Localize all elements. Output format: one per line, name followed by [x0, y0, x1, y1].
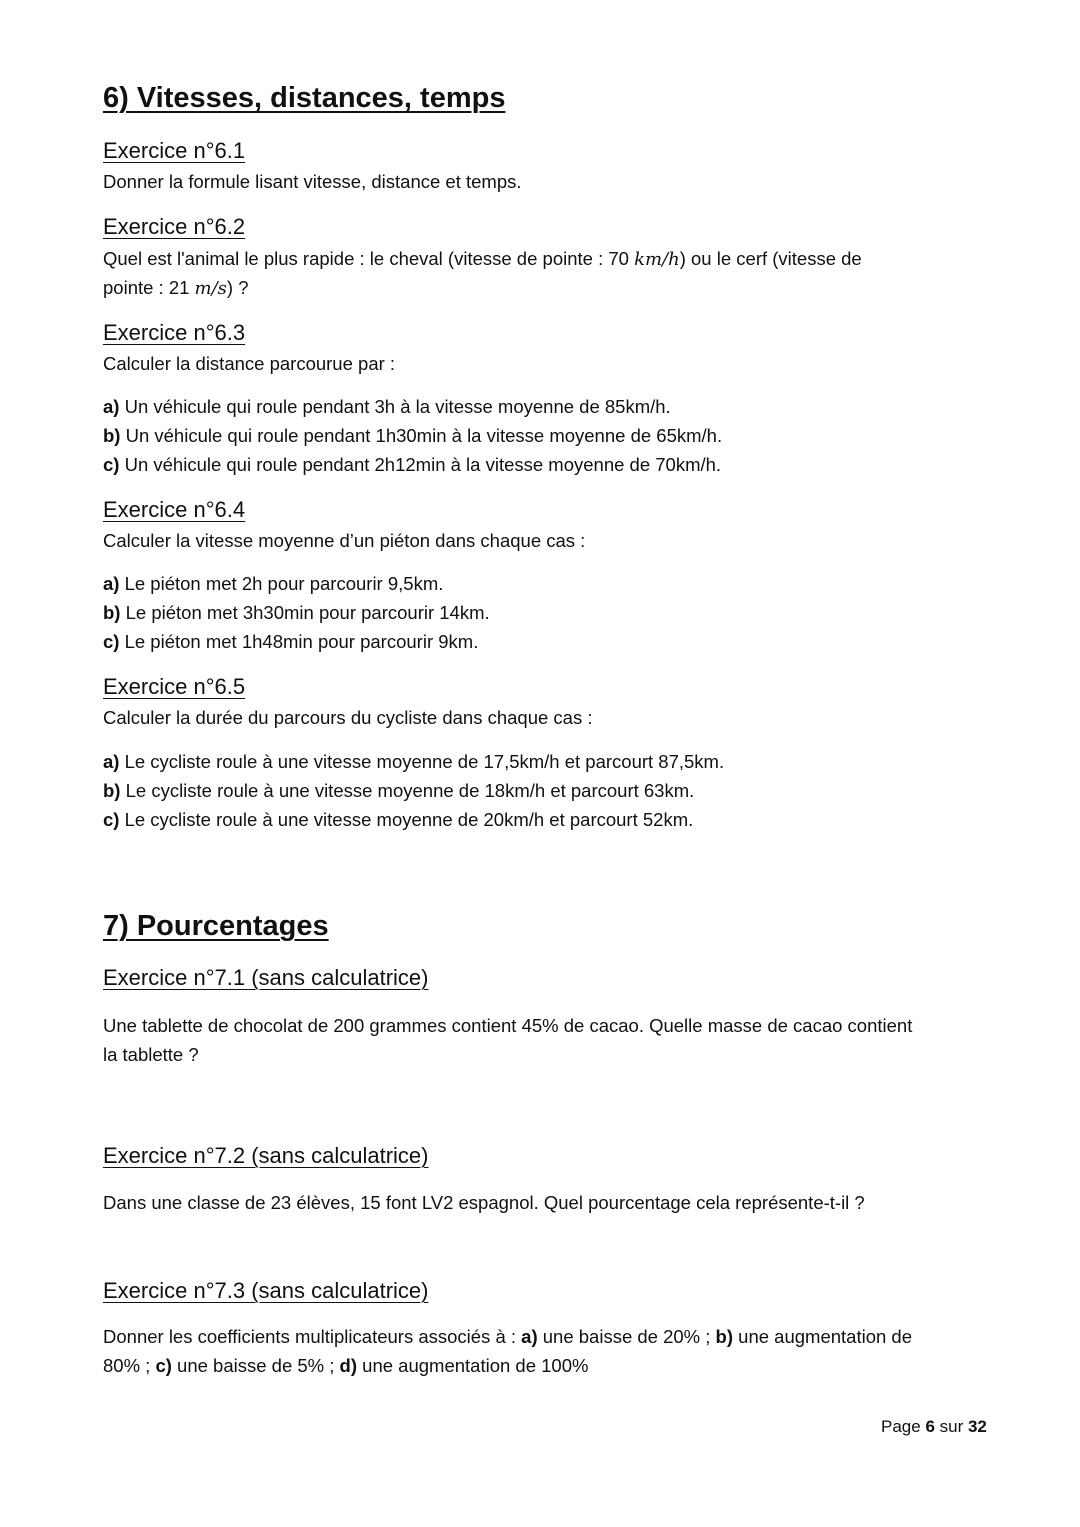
item-letter: b)	[715, 1326, 734, 1347]
text-segment: une augmentation de 100%	[357, 1355, 589, 1376]
item-letter: c)	[103, 631, 120, 652]
text-segment: ) ou le cerf (vitesse de	[679, 248, 862, 269]
text-segment: une baisse de 5% ;	[171, 1355, 340, 1376]
exercise-text-7-1-line-1: Une tablette de chocolat de 200 grammes contient 45% de cacao. Quelle masse de cacao contient	[103, 1015, 913, 1036]
list-item	[103, 805, 693, 834]
exercise-title-6-1: Exercice n°6.1	[103, 138, 246, 163]
item-letter: a)	[521, 1326, 538, 1347]
text-segment: Donner les coefficients multiplicateurs associés à :	[103, 1326, 522, 1347]
current-page: 6	[925, 1417, 935, 1436]
item-letter: a)	[103, 573, 120, 594]
text-segment: ) ?	[226, 277, 249, 298]
page-number	[881, 1417, 987, 1437]
item-letter: b)	[103, 780, 121, 801]
item-text: Le piéton met 2h pour parcourir 9,5km.	[119, 573, 444, 594]
item-text: Un véhicule qui roule pendant 3h à la vitesse moyenne de 85km/h.	[119, 396, 671, 417]
exercise-intro-6-5: Calculer la durée du parcours du cycliste dans chaque cas :	[103, 707, 593, 728]
exercise-title-6-5: Exercice n°6.5	[103, 674, 246, 699]
item-letter: d)	[339, 1355, 358, 1376]
item-letter: a)	[103, 751, 120, 772]
list-item	[103, 569, 443, 598]
item-letter: c)	[155, 1355, 172, 1376]
item-letter: a)	[103, 396, 120, 417]
section-title-6: 6) Vitesses, distances, temps	[103, 82, 506, 114]
list-item	[103, 421, 722, 450]
exercise-text-7-3-line-2	[103, 1351, 588, 1380]
unit-km-h: km/h	[634, 249, 680, 270]
item-letter: b)	[103, 602, 121, 623]
exercise-text-6-2-line-1	[103, 244, 862, 274]
exercise-text-7-2: Dans une classe de 23 élèves, 15 font LV2 espagnol. Quel pourcentage cela représente-t-il ?	[103, 1192, 865, 1213]
list-item	[103, 450, 721, 479]
item-text: Le piéton met 3h30min pour parcourir 14km.	[120, 602, 490, 623]
total-pages: 32	[967, 1417, 987, 1436]
list-item	[103, 627, 478, 656]
exercise-title-7-3: Exercice n°7.3 (sans calculatrice)	[103, 1278, 429, 1303]
exercise-title-6-4: Exercice n°6.4	[103, 497, 246, 522]
list-item	[103, 776, 694, 805]
section-title-7: 7) Pourcentages	[103, 910, 329, 942]
item-text: Le cycliste roule à une vitesse moyenne de 20km/h et parcourt 52km.	[119, 809, 694, 830]
list-item	[103, 598, 490, 627]
unit-m-s: m/s	[194, 278, 227, 299]
exercise-text-7-1-line-2: la tablette ?	[103, 1044, 199, 1065]
exercise-intro-6-4: Calculer la vitesse moyenne d’un piéton dans chaque cas :	[103, 530, 586, 551]
exercise-title-7-1: Exercice n°7.1 (sans calculatrice)	[103, 965, 429, 990]
item-text: Le piéton met 1h48min pour parcourir 9km.	[119, 631, 479, 652]
text-segment: pointe : 21	[103, 277, 195, 298]
item-text: Un véhicule qui roule pendant 2h12min à la vitesse moyenne de 70km/h.	[119, 454, 722, 475]
list-item	[103, 392, 671, 421]
text-segment: une augmentation de	[733, 1326, 912, 1347]
item-text: Un véhicule qui roule pendant 1h30min à la vitesse moyenne de 65km/h.	[120, 425, 723, 446]
item-letter: c)	[103, 454, 120, 475]
item-letter: b)	[103, 425, 121, 446]
text-segment: une baisse de 20% ;	[537, 1326, 716, 1347]
exercise-title-7-2: Exercice n°7.2 (sans calculatrice)	[103, 1143, 429, 1168]
exercise-intro-6-3: Calculer la distance parcourue par :	[103, 353, 396, 374]
text-segment: Quel est l'animal le plus rapide : le cheval (vitesse de pointe : 70	[103, 248, 635, 269]
page-middle: sur	[934, 1417, 968, 1436]
exercise-text-6-2-line-2	[103, 273, 249, 303]
item-text: Le cycliste roule à une vitesse moyenne de 18km/h et parcourt 63km.	[120, 780, 695, 801]
exercise-text-6-1: Donner la formule lisant vitesse, distance et temps.	[103, 171, 522, 192]
text-segment: 80% ;	[103, 1355, 156, 1376]
exercise-text-7-3-line-1	[103, 1322, 912, 1351]
list-item	[103, 747, 724, 776]
item-text: Le cycliste roule à une vitesse moyenne de 17,5km/h et parcourt 87,5km.	[119, 751, 725, 772]
exercise-title-6-2: Exercice n°6.2	[103, 214, 246, 239]
item-letter: c)	[103, 809, 120, 830]
exercise-title-6-3: Exercice n°6.3	[103, 320, 246, 345]
page-prefix: Page	[881, 1417, 926, 1436]
